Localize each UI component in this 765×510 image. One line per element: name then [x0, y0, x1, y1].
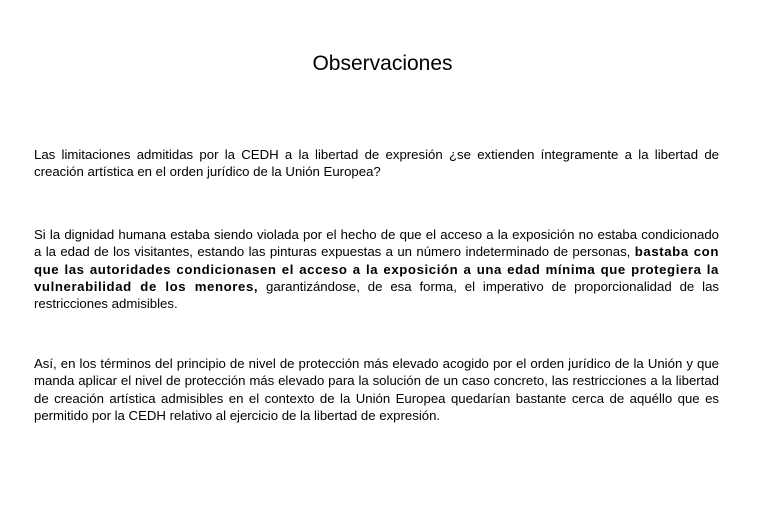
- paragraph-dignity-intro: Si la dignidad humana estaba siendo violada por el hecho de que el acceso a la exposición no estaba condicionado a la edad de los visitantes, estando las pinturas expuestas a un número indeterminado de personas,: [34, 227, 719, 260]
- paragraph-question: Las limitaciones admitidas por la CEDH a la libertad de expresión ¿se extienden íntegramente a la libertad de creación artística en el orden jurídico de la Unión Europea?: [34, 147, 719, 180]
- paragraph-dignity-conclusion: garantizándose, de esa forma, el imperativo de proporcionalidad de las restricciones admisibles.: [34, 278, 719, 312]
- slide-title: Observaciones: [312, 52, 453, 75]
- paragraph-protection-level: Así, en los términos del principio de nivel de protección más elevado acogido por el orden jurídico de la Unión y que manda aplicar el nivel de protección más elevado para la solución de un caso concreto, las restricciones a la libertad de creación artística admisibles en el contexto de la Unión Europea quedarían bastante cerca de aquéllo que es permitido por la CEDH relativo al ejercicio de la libertad de expresión.: [34, 356, 719, 423]
- paragraph-dignity-emphasis: bastaba con que las autoridades condicionasen el acceso a la exposición a una edad mínima que protegiera la vulnerabilidad de los menores,: [34, 244, 719, 294]
- paragraph-dignity: [34, 226, 719, 312]
